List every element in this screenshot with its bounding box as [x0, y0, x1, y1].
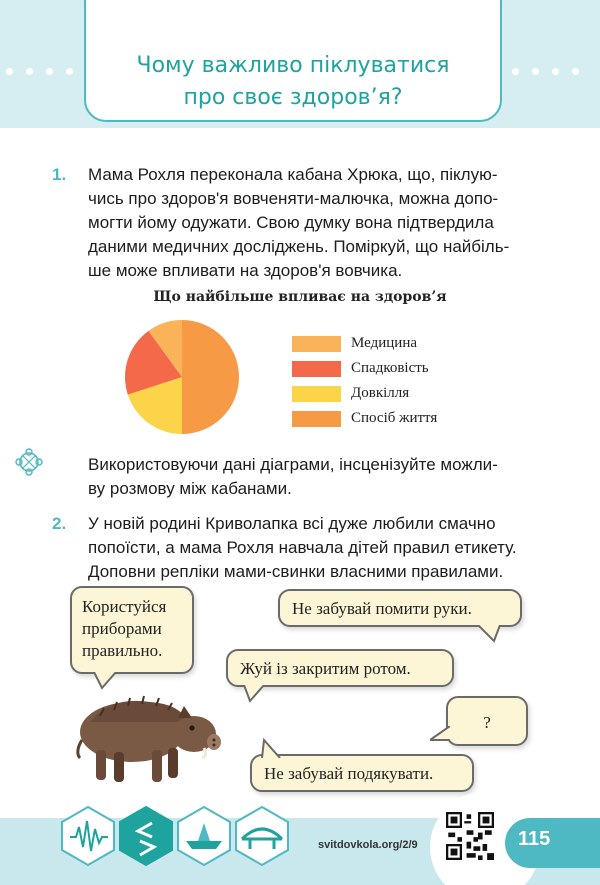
- task2-line: попоїсти, а мама Рохля навчала дітей правил етикету.: [88, 538, 517, 557]
- task1-line: чись про здоров'я вовченяти-малючка, можна допо-: [88, 189, 499, 208]
- speech-bubble-thanks: [250, 754, 474, 792]
- legend-item-medicine: [292, 331, 437, 356]
- group-work-icon: [14, 447, 44, 477]
- page-number: 115: [518, 828, 551, 850]
- bubble-line: правильно.: [82, 641, 163, 660]
- instruction-line: Використовуючи дані діаграми, інсценізуйте можли-: [88, 455, 498, 474]
- title-line-2: про своє здоров’я?: [183, 85, 403, 110]
- pie-slice-lifestyle: [182, 320, 239, 434]
- bridge-icon: [234, 805, 290, 867]
- instruction-line: ву розмову між кабанами.: [88, 479, 292, 498]
- speech-bubble-blank: [446, 696, 528, 746]
- legend-swatch: [292, 361, 341, 377]
- boar-illustration: [70, 682, 230, 792]
- title-line-1: Чому важливо піклуватися: [136, 53, 450, 78]
- page-title: [86, 50, 500, 114]
- bubble-text: Жуй із закритим ротом.: [240, 659, 411, 678]
- legend-label: Спосіб життя: [351, 410, 438, 426]
- bubble-line: приборами: [82, 619, 162, 638]
- bubble-line: Користуйся: [82, 597, 167, 616]
- bubble-tail: [478, 625, 502, 643]
- sound-wave-icon: [60, 805, 116, 867]
- speech-bubble-chew: [226, 649, 454, 687]
- legend-label: Спадковість: [351, 360, 429, 376]
- legend-swatch: [292, 336, 341, 352]
- task2-text: [88, 512, 564, 584]
- task1-line: ше може впливати на здоров'я вовчика.: [88, 261, 403, 280]
- chart-title: Що найбільше впливає на здоров’я: [153, 289, 447, 305]
- bubble-text: Не забувай помити руки.: [292, 599, 472, 618]
- bubble-text: Не забувай подякувати.: [264, 764, 434, 783]
- legend-item-lifestyle: [292, 406, 437, 431]
- paper-boat-icon: [176, 805, 232, 867]
- compare-icon: [118, 805, 174, 867]
- legend-label: Медицина: [351, 335, 417, 351]
- pie-chart: [123, 318, 241, 436]
- legend-item-environment: [292, 381, 437, 406]
- legend-label: Довкілля: [351, 385, 410, 401]
- bubble-tail: [242, 685, 266, 703]
- title-box: [84, 0, 502, 122]
- dots-decoration-left: [6, 62, 86, 70]
- task-number-1: 1.: [52, 165, 67, 184]
- bubble-tail: [430, 726, 450, 746]
- task-number-2: 2.: [52, 514, 67, 533]
- legend-item-heredity: [292, 356, 437, 381]
- legend-swatch: [292, 386, 341, 402]
- bubble-tail: [258, 738, 282, 758]
- resource-link[interactable]: svitdovkola.org/2/9: [318, 839, 418, 851]
- legend-swatch: [292, 411, 341, 427]
- qr-code-icon[interactable]: [446, 812, 494, 860]
- bubble-text: ?: [483, 713, 491, 732]
- task1-text: [88, 163, 564, 283]
- dots-decoration-right: [512, 62, 592, 70]
- task1-instruction: [88, 453, 564, 501]
- task1-line: могти йому одужати. Свою думку вона підтвердила: [88, 213, 494, 232]
- chart-legend: [292, 331, 437, 431]
- speech-bubble-wash-hands: [278, 589, 522, 627]
- task2-line: У новій родині Криволапка всі дуже любили смачно: [88, 514, 496, 533]
- task1-line: даними медичних досліджень. Поміркуй, що найбіль-: [88, 237, 510, 256]
- task2-line: Доповни репліки мами-свинки власними правилами.: [88, 562, 504, 581]
- task1-line: Мама Рохля переконала кабана Хрюка, що, піклую-: [88, 165, 498, 184]
- speech-bubble-cutlery: [70, 586, 194, 674]
